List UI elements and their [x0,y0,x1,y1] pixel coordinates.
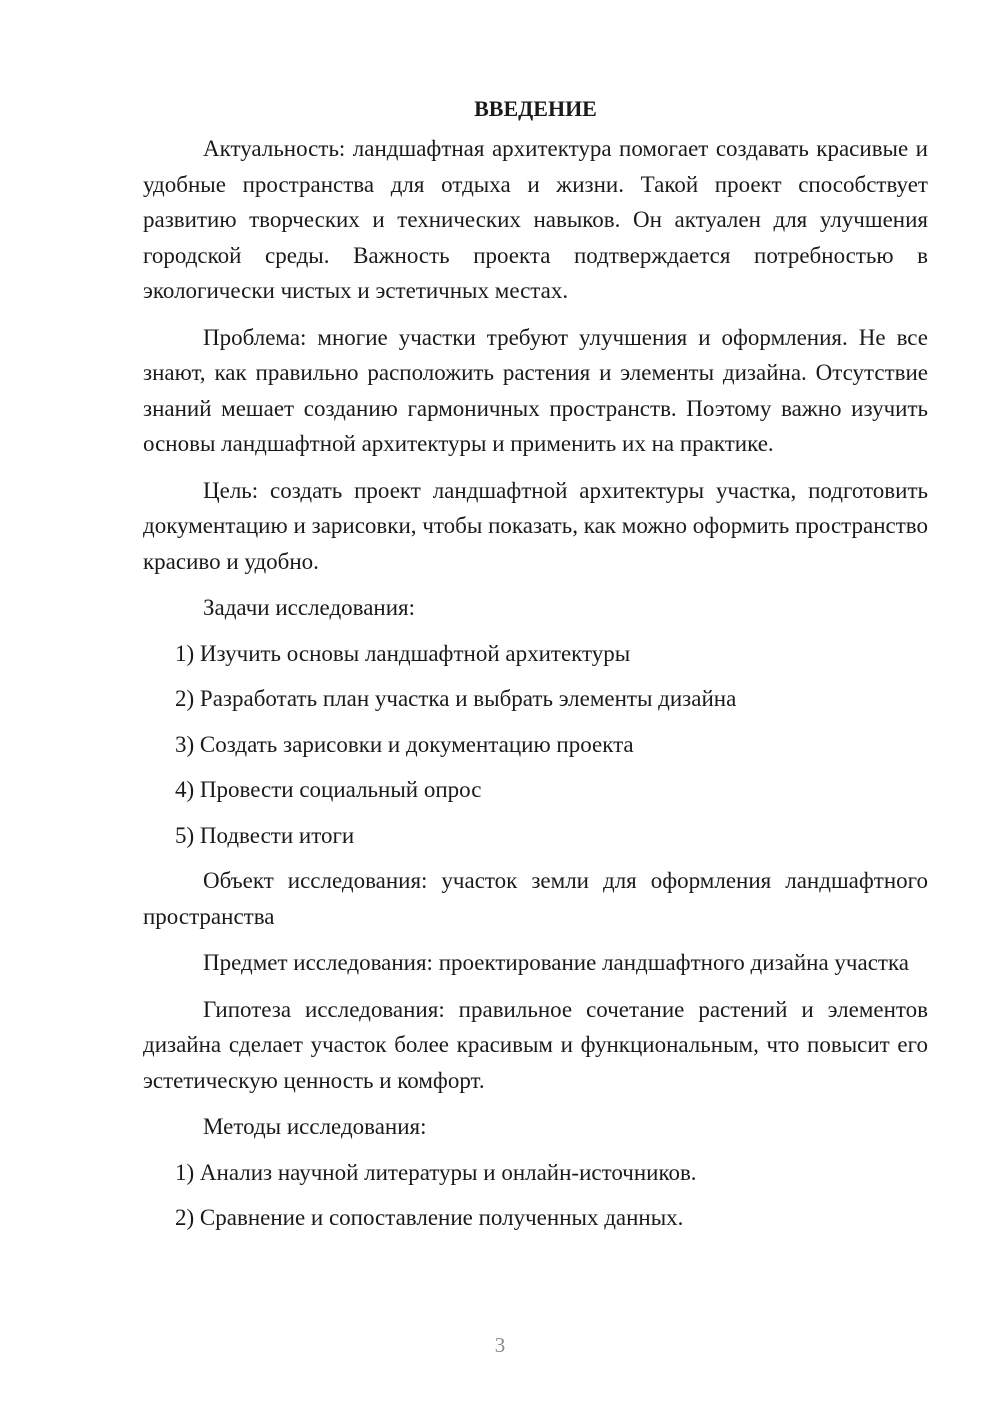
task-item: 5) Подвести итоги [175,822,355,848]
object-paragraph: Объект исследования: участок земли для оформления ландшафтного пространства [143,868,928,929]
task-item: 2) Разработать план участка и выбрать элементы дизайна [175,686,737,711]
page-content [143,91,928,1246]
section-heading: ВВЕДЕНИЕ [474,96,597,121]
page-number: 3 [494,1333,506,1357]
task-item: 1) Изучить основы ландшафтной архитектуры [175,640,631,666]
goal-paragraph: Цель: создать проект ландшафтной архитектуры участка, подготовить документацию и зарисовки, чтобы показать, как можно оформить пространство красиво и удобно. [143,477,928,574]
task-item: 3) Создать зарисовки и документацию проекта [175,731,634,757]
subject-paragraph: Предмет исследования: проектирование ландшафтного дизайна участка [203,950,910,975]
method-item: 2) Сравнение и сопоставление полученных данных. [175,1205,684,1230]
task-item: 4) Провести социальный опрос [175,777,482,802]
hypothesis-paragraph: Гипотеза исследования: правильное сочетание растений и элементов дизайна сделает участок более красивым и функциональным, что повысит его эстетическую ценность и комфорт. [143,996,928,1093]
problem-paragraph: Проблема: многие участки требуют улучшения и оформления. Не все знают, как правильно расположить растения и элементы дизайна. Отсутствие знаний мешает созданию гармоничных пространств. Поэтому важно изучить основы ландшафтной архитектуры и применить их на практике. [143,324,928,456]
method-item: 1) Анализ научной литературы и онлайн-источников. [175,1159,697,1185]
relevance-paragraph: Актуальность: ландшафтная архитектура помогает создавать красивые и удобные пространства для отдыха и жизни. Такой проект способствует развитию творческих и технических навыков. Он актуален для улучшения городской среды. Важность проекта подтверждается потребностью в экологически чистых и эстетичных местах. [143,136,928,303]
methods-title: Методы исследования: [203,1114,427,1139]
tasks-title: Задачи исследования: [203,595,416,620]
